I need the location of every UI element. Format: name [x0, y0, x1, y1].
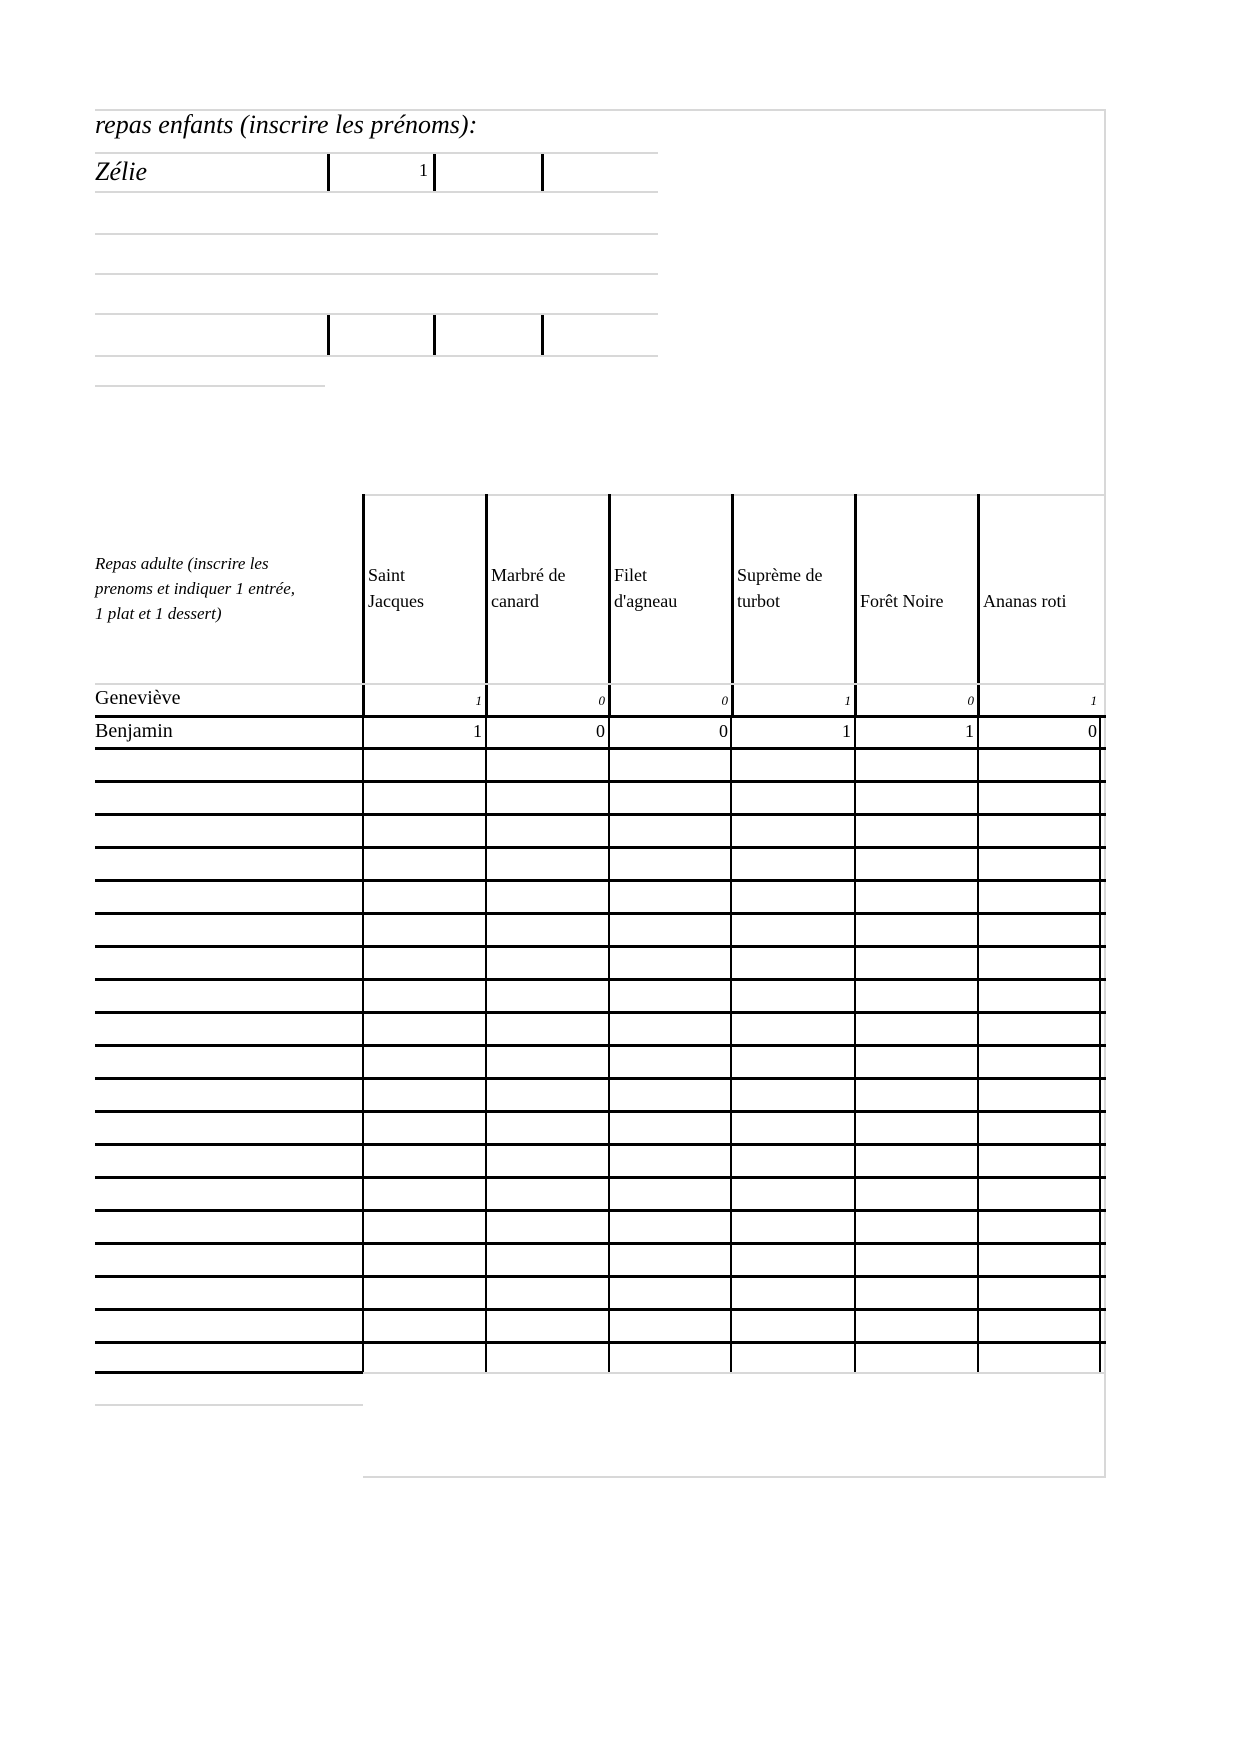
meal-value: 1	[1090, 693, 1097, 708]
empty-row-separator	[95, 1143, 1106, 1146]
empty-row-separator	[95, 1242, 1106, 1245]
column-border	[608, 494, 611, 715]
empty-row-separator	[95, 1176, 1106, 1179]
empty-row-separator	[95, 1209, 1106, 1212]
content-right-boundary	[1104, 109, 1106, 1478]
grid-line-short	[95, 1404, 363, 1406]
meal-value: 0	[967, 693, 974, 708]
empty-row-separator	[95, 978, 1106, 981]
empty-row-separator	[95, 1110, 1106, 1113]
column-header-supreme-turbot: Suprème de turbot	[737, 565, 823, 611]
column-border	[485, 494, 488, 715]
empty-row-separator	[95, 1044, 1106, 1047]
cell-border	[541, 154, 544, 192]
grid-line	[95, 273, 658, 275]
meal-value: 0	[1088, 721, 1097, 741]
column-border	[854, 494, 857, 715]
column-border	[977, 494, 980, 715]
adult-row-name: Geneviève	[95, 687, 181, 709]
empty-row-separator	[95, 813, 1106, 816]
grid-line	[95, 355, 658, 357]
empty-row-separator	[95, 780, 1106, 783]
grid-line	[95, 152, 658, 154]
grid-line	[95, 191, 658, 193]
grid-line-short	[95, 385, 325, 387]
column-header-saint-jacques: Saint Jacques	[368, 565, 424, 611]
meal-value: 1	[473, 721, 482, 741]
row-header-line: Repas adulte (inscrire les	[95, 554, 269, 573]
empty-row-separator	[95, 879, 1106, 882]
cell-border	[327, 154, 330, 192]
table-header-top-border	[363, 494, 1106, 496]
grid-line	[95, 233, 658, 235]
empty-row-separator	[95, 1077, 1106, 1080]
meal-value: 0	[598, 693, 605, 708]
meal-value: 1	[965, 721, 974, 741]
name-column-bottom-border	[95, 1371, 363, 1374]
cell-border	[433, 315, 436, 355]
column-header-foret-noire: Forêt Noire	[860, 591, 944, 611]
row-header-line: prenoms et indiquer 1 entrée,	[95, 579, 296, 598]
meal-value: 1	[842, 721, 851, 741]
empty-row-separator	[95, 912, 1106, 915]
empty-row-separator	[95, 1275, 1106, 1278]
column-header-ananas-roti: Ananas roti	[983, 591, 1067, 611]
empty-row-separator	[95, 1011, 1106, 1014]
cell-border	[541, 315, 544, 355]
meal-value: 0	[721, 693, 728, 708]
children-section-title: repas enfants (inscrire les prénoms):	[95, 110, 478, 139]
cell-border	[433, 154, 436, 192]
grid-line	[95, 313, 658, 315]
empty-row-separator	[95, 1341, 1106, 1344]
column-header-marbre-de-canard: Marbré de canard	[491, 565, 566, 611]
grid-line	[95, 683, 1106, 685]
child-name: Zélie	[95, 157, 147, 186]
row-border-thick	[95, 747, 1106, 750]
child-meal-value: 1	[419, 160, 428, 180]
adult-table-row-header	[95, 551, 355, 626]
meal-value: 1	[475, 693, 482, 708]
empty-row-separator	[95, 945, 1106, 948]
meal-value: 0	[596, 721, 605, 741]
row-border-thick	[95, 715, 1106, 718]
content-bottom-boundary	[363, 1476, 1106, 1478]
row-header-line: 1 plat et 1 dessert)	[95, 604, 222, 623]
column-header-filet-agneau: Filet d'agneau	[614, 565, 678, 611]
grid-line	[363, 1372, 1106, 1374]
adult-row-name: Benjamin	[95, 720, 173, 742]
column-border	[362, 494, 365, 715]
meal-value: 1	[844, 693, 851, 708]
column-border	[731, 494, 734, 715]
empty-row-separator	[95, 1308, 1106, 1311]
meal-value: 0	[719, 721, 728, 741]
empty-row-separator	[95, 846, 1106, 849]
cell-border	[327, 315, 330, 355]
